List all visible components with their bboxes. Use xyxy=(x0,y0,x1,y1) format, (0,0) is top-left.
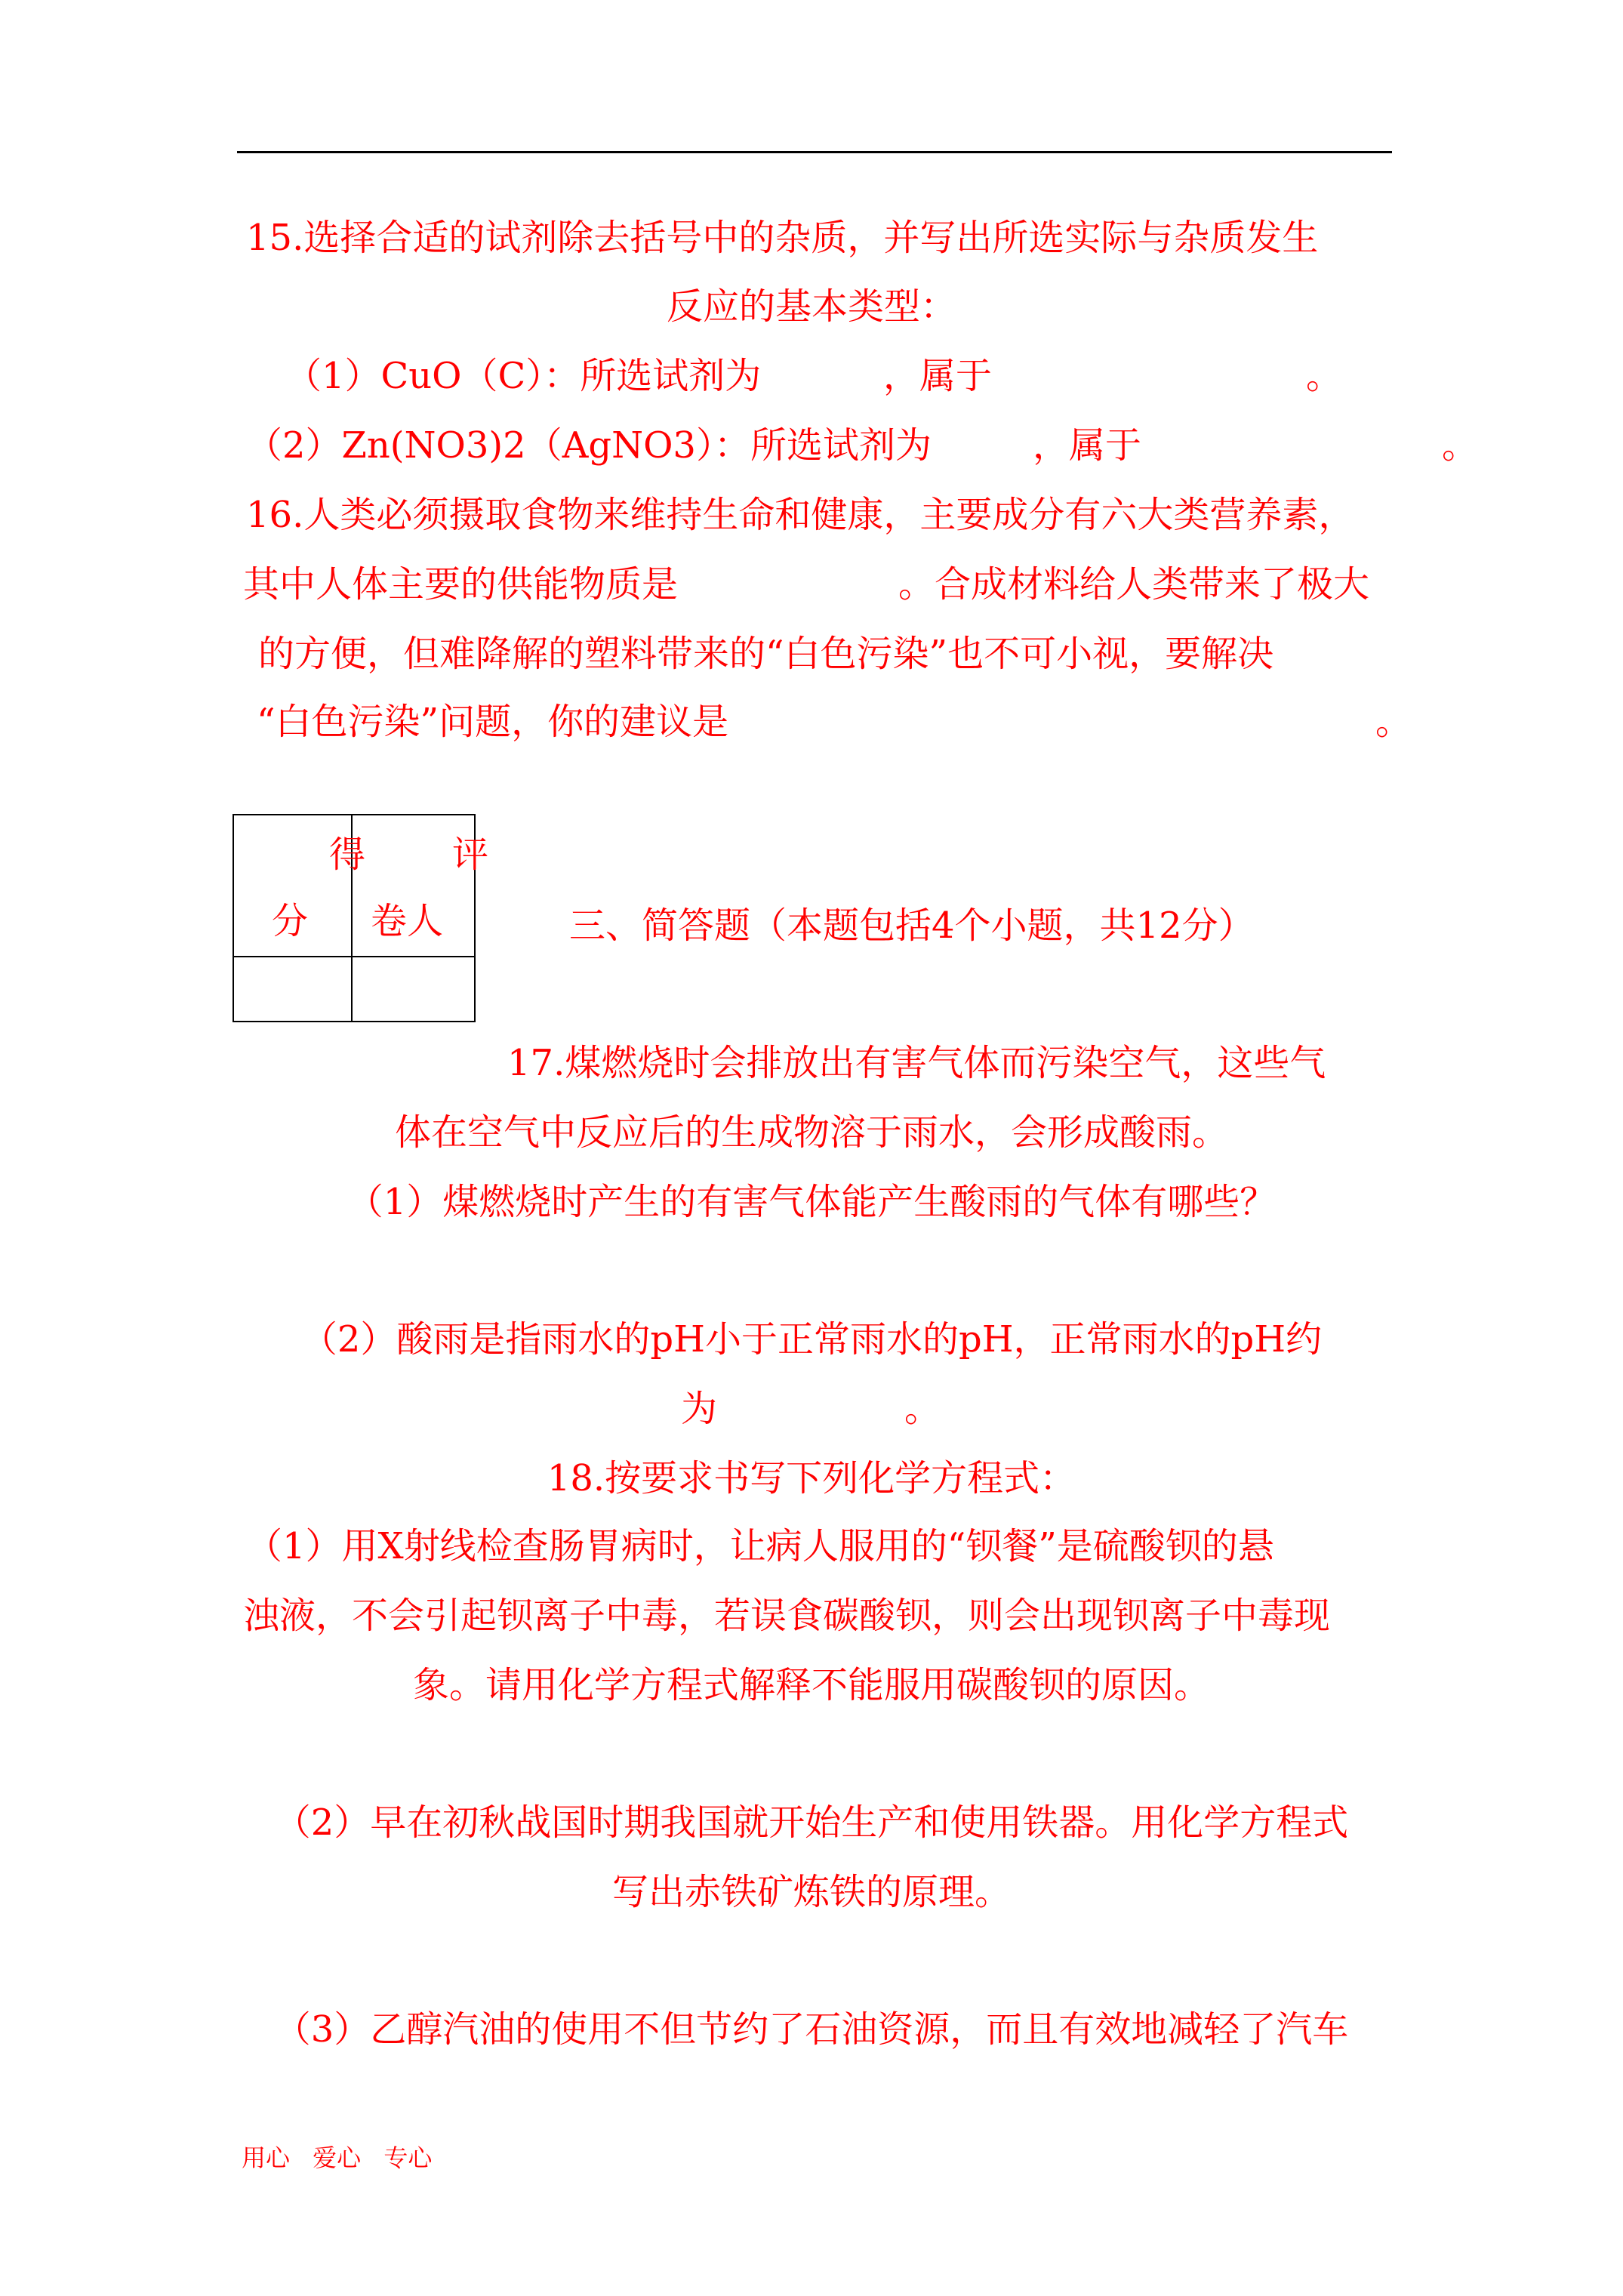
q15-sub2-prefix: （2）Zn(NO3)2（AgNO3）：所选试剂为 xyxy=(246,424,932,467)
q16-line4-prefix: “白色污染”问题，你的建议是 xyxy=(257,701,729,743)
q15-sub1-end: 。 xyxy=(1306,355,1343,397)
q16-line2-prefix: 其中人体主要的供能物质是 xyxy=(243,563,679,606)
q16-line4-end: 。 xyxy=(1375,701,1412,743)
q16-line3: 的方便，但难降解的塑料带来的“白色污染”也不可小视，要解决 xyxy=(258,633,1274,675)
header-rule xyxy=(237,151,1392,153)
q15-sub1-mid: ，属于 xyxy=(883,355,993,397)
reviewer-header-top: 评 xyxy=(452,834,489,876)
score-cell xyxy=(233,815,366,957)
q15-sub2-end: 。 xyxy=(1442,424,1479,467)
q17-sub2-line1: （2）酸雨是指雨水的pH小于正常雨水的pH，正常雨水的pH约 xyxy=(300,1318,1323,1361)
page-footer: 用心 爱心 专心 xyxy=(242,2143,433,2172)
q18-sub2-line2: 写出赤铁矿炼铁的原理。 xyxy=(611,1871,1011,1913)
q18-sub2-line1: （2）早在初秋战国时期我国就开始生产和使用铁器。用化学方程式 xyxy=(274,1801,1349,1844)
reviewer-header-bottom: 卷人 xyxy=(371,900,444,942)
q18-sub3-line1: （3）乙醇汽油的使用不但节约了石油资源，而且有效地减轻了汽车 xyxy=(274,2008,1349,2051)
q15-line2: 反应的基本类型： xyxy=(666,285,956,328)
score-header-top: 得 xyxy=(329,834,366,876)
score-entry-cell[interactable] xyxy=(233,957,352,1022)
q17-line2: 体在空气中反应后的生成物溶于雨水，会形成酸雨。 xyxy=(394,1111,1228,1154)
q18-sub1-line1: （1）用X射线检查肠胃病时，让病人服用的“钡餐”是硫酸钡的悬 xyxy=(246,1525,1274,1567)
q18-title: 18.按要求书写下列化学方程式： xyxy=(547,1457,1076,1499)
score-table xyxy=(233,814,489,1022)
q17-sub1: （1）煤燃烧时产生的有害气体能产生酸雨的气体有哪些？ xyxy=(346,1181,1277,1223)
q15-line1: 15.选择合适的试剂除去括号中的杂质，并写出所选实际与杂质发生 xyxy=(246,217,1319,259)
q15-sub1-prefix: （1）CuO（C）：所选试剂为 xyxy=(285,355,762,397)
reviewer-entry-cell[interactable] xyxy=(352,957,475,1022)
q16-line1: 16.人类必须摄取食物来维持生命和健康，主要成分有六大类营养素， xyxy=(246,494,1355,536)
q17-line1: 17.煤燃烧时会排放出有害气体而污染空气，这些气 xyxy=(507,1042,1326,1084)
q17-sub2-line2-prefix: 为 xyxy=(681,1388,718,1430)
q18-sub1-line2: 浊液，不会引起钡离子中毒，若误食碳酸钡，则会出现钡离子中毒现 xyxy=(243,1595,1331,1637)
score-header-bottom: 分 xyxy=(272,900,309,942)
q17-sub2-line2-end: 。 xyxy=(904,1388,941,1430)
q18-sub1-line3: 象。请用化学方程式解释不能服用碳酸钡的原因。 xyxy=(412,1664,1210,1706)
reviewer-cell xyxy=(352,815,489,957)
section3-title: 三、简答题（本题包括4个小题，共12分） xyxy=(569,905,1255,947)
q15-sub2-mid: ，属于 xyxy=(1033,424,1142,467)
q16-line2-suffix: 。合成材料给人类带来了极大 xyxy=(898,563,1370,606)
